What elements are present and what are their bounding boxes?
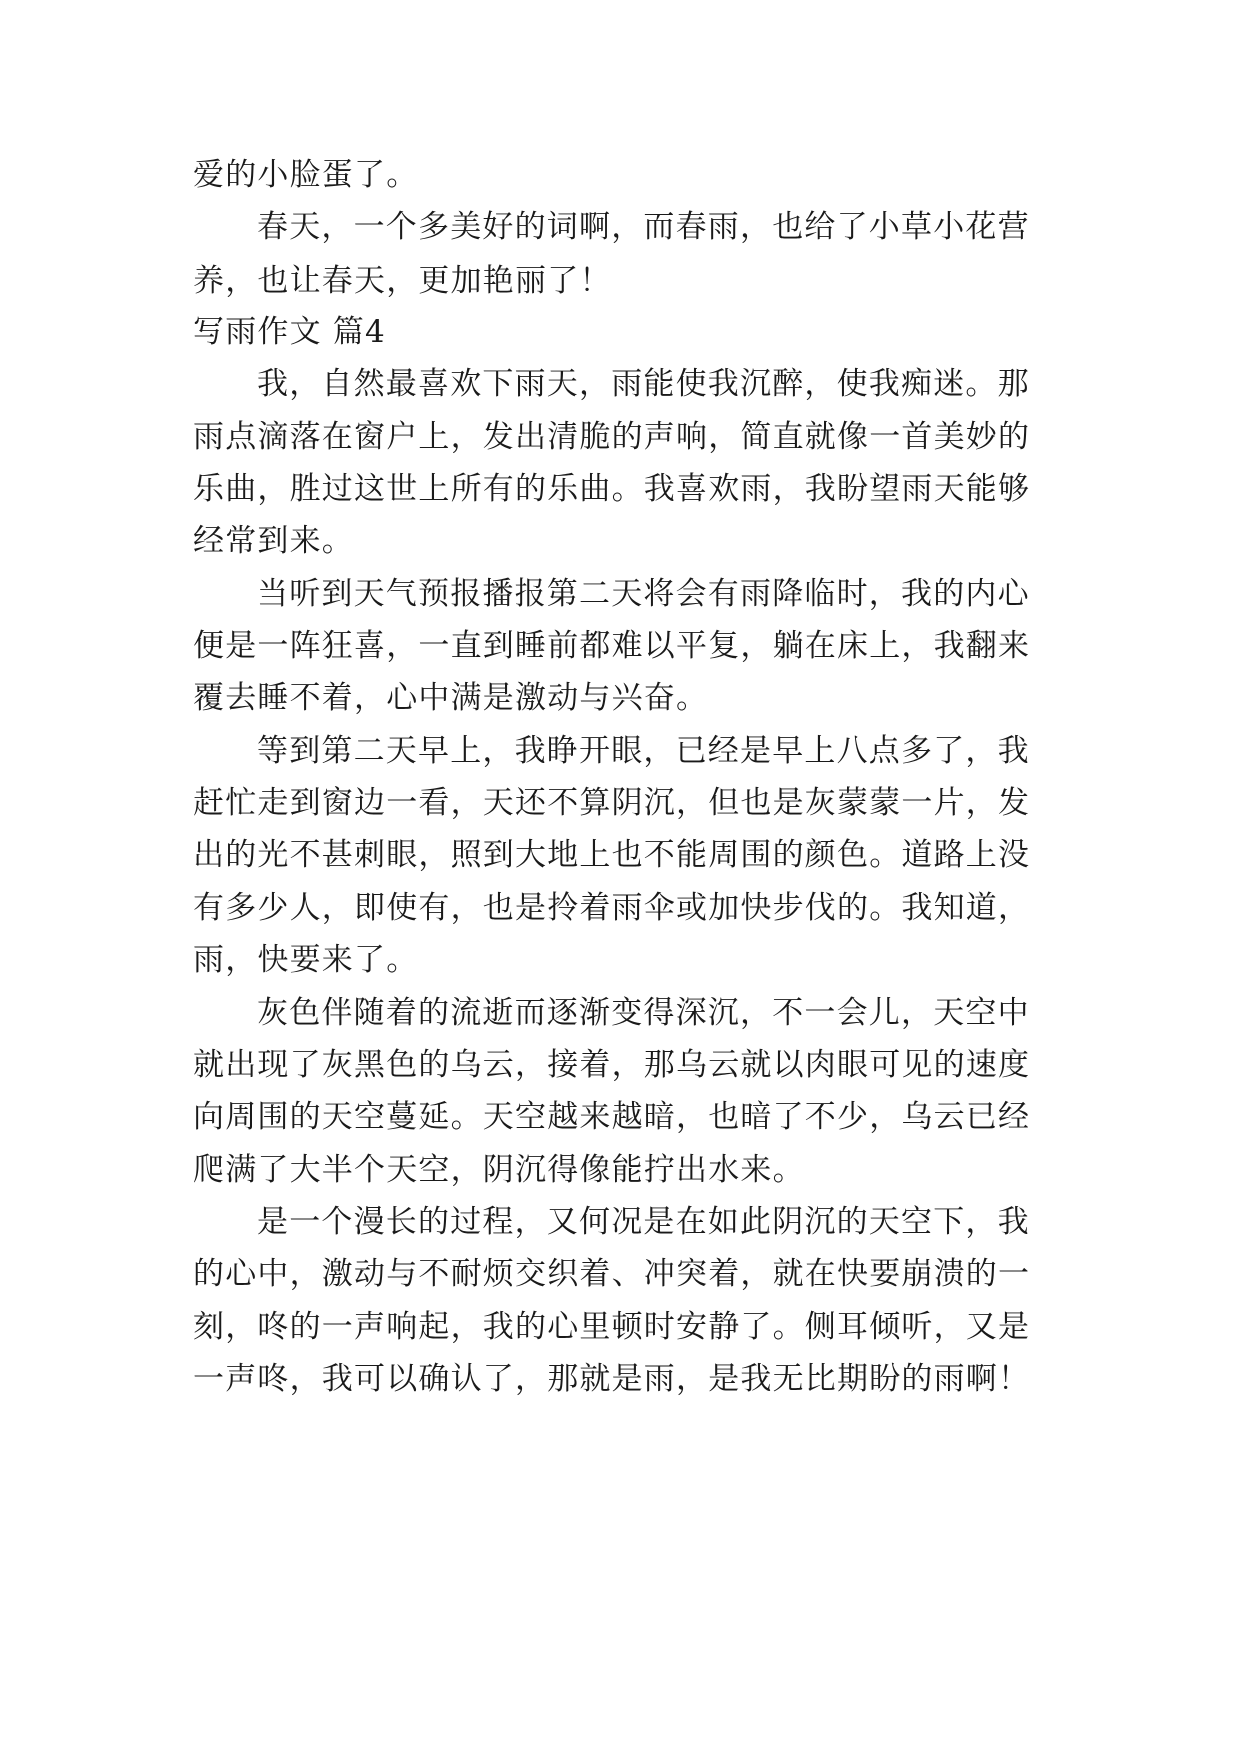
text-line: 覆去睡不着，心中满是激动与兴奋。: [193, 680, 709, 716]
paragraph-start-line: 是一个漫长的过程，又何况是在如此阴沉的天空下，我: [257, 1204, 1030, 1240]
text-line: 出的光不甚刺眼，照到大地上也不能周围的颜色。道路上没: [193, 837, 1031, 873]
text-line: 便是一阵狂喜，一直到睡前都难以平复，躺在床上，我翻来: [193, 628, 1031, 664]
paragraph-start-line: 我，自然最喜欢下雨天，雨能使我沉醉，使我痴迷。那: [257, 366, 1030, 402]
text-line: 向周围的天空蔓延。天空越来越暗，也暗了不少，乌云已经: [193, 1099, 1031, 1135]
text-line: 就出现了灰黑色的乌云，接着，那乌云就以肉眼可见的速度: [193, 1047, 1031, 1083]
text-line: 一声咚，我可以确认了，那就是雨，是我无比期盼的雨啊！: [193, 1361, 1031, 1397]
text-line: 有多少人，即使有，也是拎着雨伞或加快步伐的。我知道，: [193, 890, 1031, 926]
text-line: 乐曲，胜过这世上所有的乐曲。我喜欢雨，我盼望雨天能够: [193, 471, 1031, 507]
paragraph-start-line: 等到第二天早上，我睁开眼，已经是早上八点多了，我: [257, 733, 1030, 769]
text-line: 雨，快要来了。: [193, 942, 419, 978]
text-line: 爬满了大半个天空，阴沉得像能拧出水来。: [193, 1152, 805, 1188]
paragraph-start-line: 灰色伴随着的流逝而逐渐变得深沉，不一会儿，天空中: [257, 995, 1030, 1031]
text-line: 雨点滴落在窗户上，发出清脆的声响，简直就像一首美妙的: [193, 419, 1031, 455]
text-line: 刻，咚的一声响起，我的心里顿时安静了。侧耳倾听，又是: [193, 1309, 1031, 1345]
paragraph-start-line: 春天，一个多美好的词啊，而春雨，也给了小草小花营: [257, 209, 1030, 245]
text-line: 经常到来。: [193, 523, 354, 559]
text-line: 养，也让春天，更加艳丽了！: [193, 263, 612, 299]
text-line: 的心中，激动与不耐烦交织着、冲突着，就在快要崩溃的一: [193, 1256, 1031, 1292]
text-line: 赶忙走到窗边一看，天还不算阴沉，但也是灰蒙蒙一片，发: [193, 785, 1031, 821]
section-heading: 写雨作文 篇4: [193, 314, 386, 350]
paragraph-start-line: 当听到天气预报播报第二天将会有雨降临时，我的内心: [257, 576, 1030, 612]
text-line: 爱的小脸蛋了。: [193, 157, 419, 193]
